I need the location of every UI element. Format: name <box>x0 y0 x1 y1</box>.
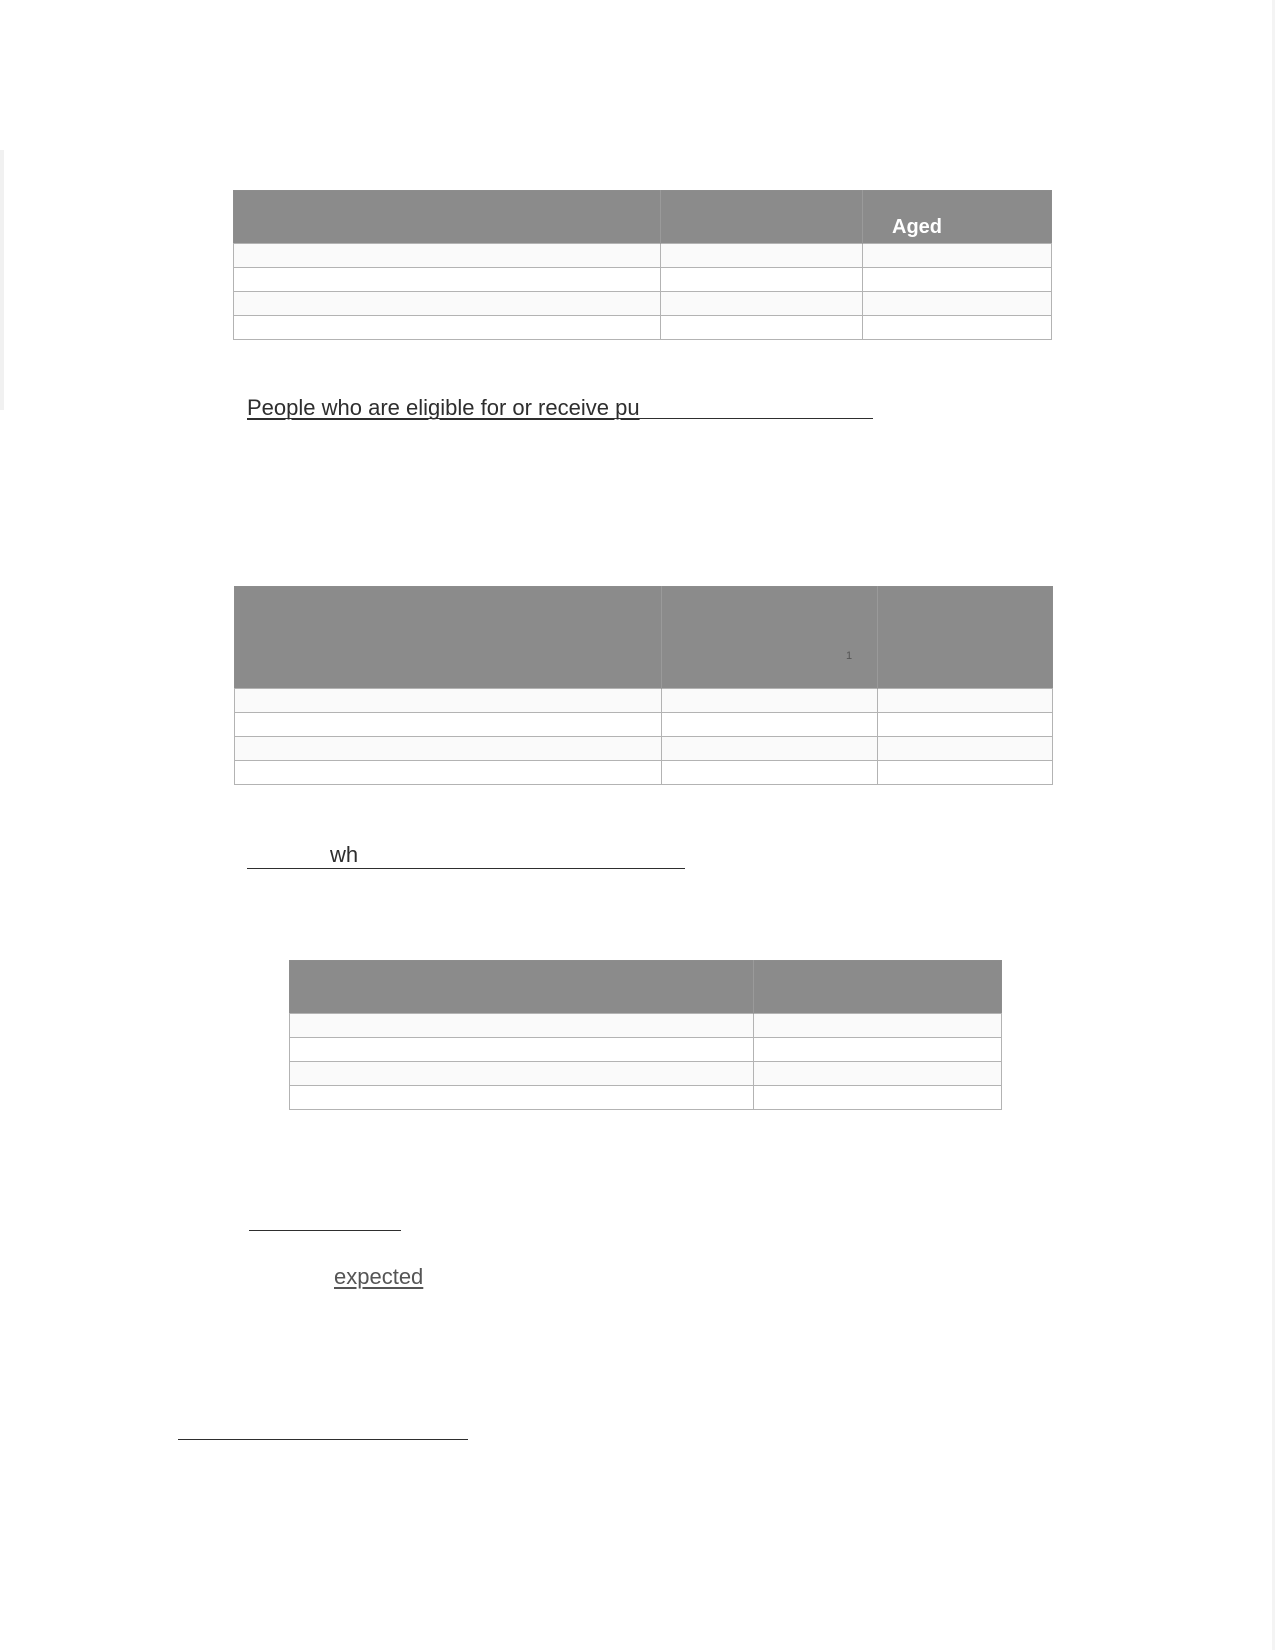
footnote-separator <box>178 1439 468 1440</box>
transportation-heading: wh <box>330 842 359 867</box>
table-row <box>235 689 1053 713</box>
table-row <box>234 268 1052 292</box>
table-row <box>290 1038 1002 1062</box>
header-cell-service-area <box>290 961 754 1014</box>
limited-english-table <box>289 960 1002 1110</box>
table-row <box>235 761 1053 785</box>
expected-heading: expected <box>334 1264 424 1289</box>
footnote-marker: 1 <box>846 650 853 662</box>
header-cell-service-area <box>235 587 662 689</box>
aged-population-table <box>233 190 1052 340</box>
table-row <box>290 1086 1002 1110</box>
table-row <box>234 292 1052 316</box>
heading-underline <box>247 868 685 869</box>
heading-underline <box>247 418 873 419</box>
table-row <box>235 713 1053 737</box>
aged-header-label: Aged <box>892 216 942 238</box>
scan-edge-left <box>0 150 4 410</box>
header-cell-aged <box>863 191 1052 244</box>
table-row <box>235 737 1053 761</box>
header-cell-service-area <box>234 191 661 244</box>
header-cell-public-coverage <box>662 587 878 689</box>
header-cell-percent <box>661 191 863 244</box>
header-cell-percent <box>754 961 1002 1014</box>
insurance-table <box>234 586 1053 785</box>
public-benefits-heading: People who are eligible for or receive pu <box>247 395 640 420</box>
table-row <box>290 1062 1002 1086</box>
section-underline <box>249 1230 401 1231</box>
header-cell-uninsured <box>878 587 1053 689</box>
table-row <box>234 316 1052 340</box>
table-row <box>234 244 1052 268</box>
table-row <box>290 1014 1002 1038</box>
